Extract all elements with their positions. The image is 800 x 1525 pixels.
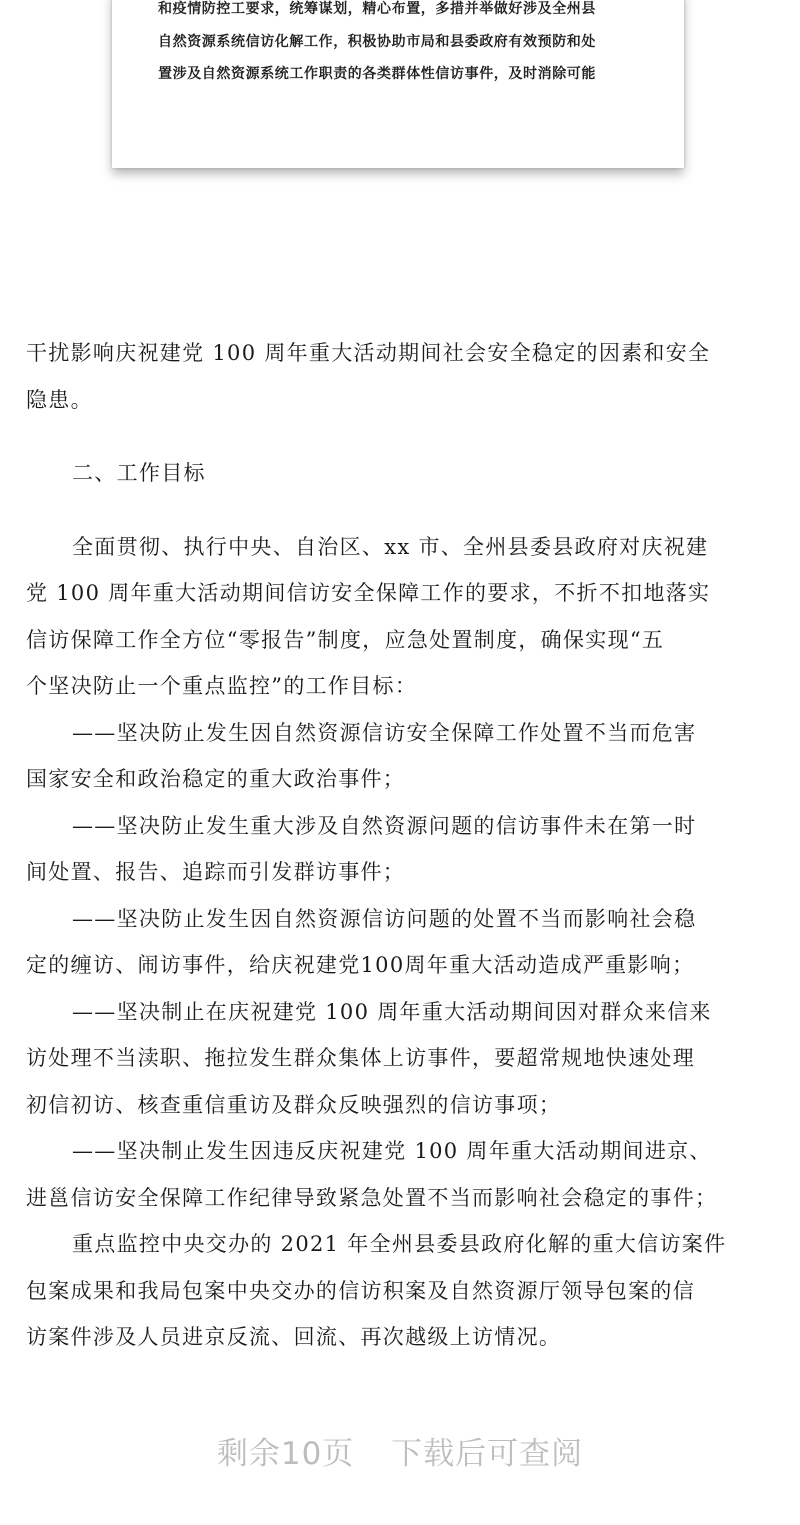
document-body (26, 330, 774, 1361)
paragraph-line: 间处置、报告、追踪而引发群访事件； (26, 860, 406, 884)
paragraph-line: 信访保障工作全方位“零报告”制度，应急处置制度，确保实现“五 (26, 627, 665, 652)
paragraph-line: 访处理不当渎职、拖拉发生群众集体上访事件，要超常规地快速处理 (26, 1046, 695, 1070)
list-item: ——坚决防止发生因自然资源信访安全保障工作处置不当而危害 (72, 720, 697, 745)
paragraph-line: 隐患。 (26, 387, 93, 412)
paragraph-line: 党 100 周年重大活动期间信访安全保障工作的要求，不折不扣地落实 (26, 581, 711, 605)
preview-line: 和疫情防控工要求，统筹谋划，精心布置，多措并举做好涉及全州县 (158, 1, 596, 17)
paragraph-line: 国家安全和政治稳定的重大政治事件； (26, 767, 406, 791)
paragraph-line: 定的缠访、闹访事件，给庆祝建党100周年重大活动造成严重影响； (26, 953, 695, 977)
paragraph-line: 干扰影响庆祝建党 100 周年重大活动期间社会安全稳定的因素和安全 (26, 341, 711, 365)
list-item: ——坚决制止在庆祝建党 100 周年重大活动期间因对群众来信来 (72, 999, 712, 1024)
paragraph-line: 全面贯彻、执行中央、自治区、xx 市、全州县委县政府对庆祝建 (72, 534, 709, 559)
paragraph-line: 进邕信访安全保障工作纪律导致紧急处置不当而影响社会稳定的事件； (26, 1185, 718, 1210)
preview-line: 自然资源系统信访化解工作，积极协助市局和县委政府有效预防和处 (158, 34, 596, 50)
section-heading: 二、工作目标 (72, 461, 206, 485)
paragraph-line: 访案件涉及人员进京反流、回流、再次越级上访情况。 (26, 1325, 562, 1349)
list-item: ——坚决防止发生重大涉及自然资源问题的信访事件未在第一时 (72, 813, 697, 838)
list-item: ——坚决防止发生因自然资源信访问题的处置不当而影响社会稳 (72, 906, 697, 931)
paragraph-line: 重点监控中央交办的 2021 年全州县委县政府化解的重大信访案件 (72, 1232, 727, 1256)
paragraph-line: 初信初访、核查重信重访及群众反映强烈的信访事项； (26, 1092, 562, 1117)
paragraph-line: 包案成果和我局包案中央交办的信访积案及自然资源厅领导包案的信 (26, 1278, 695, 1303)
document-page-preview (112, 0, 684, 168)
remaining-pages-download-prompt[interactable]: 剩余10页 下载后可查阅 (216, 1436, 584, 1472)
paragraph-line: 个坚决防止一个重点监控”的工作目标： (26, 674, 418, 698)
list-item: ——坚决制止发生因违反庆祝建党 100 周年重大活动期间进京、 (72, 1139, 712, 1163)
preview-line: 置涉及自然资源系统工作职责的各类群体性信访事件，及时消除可能 (158, 66, 596, 82)
